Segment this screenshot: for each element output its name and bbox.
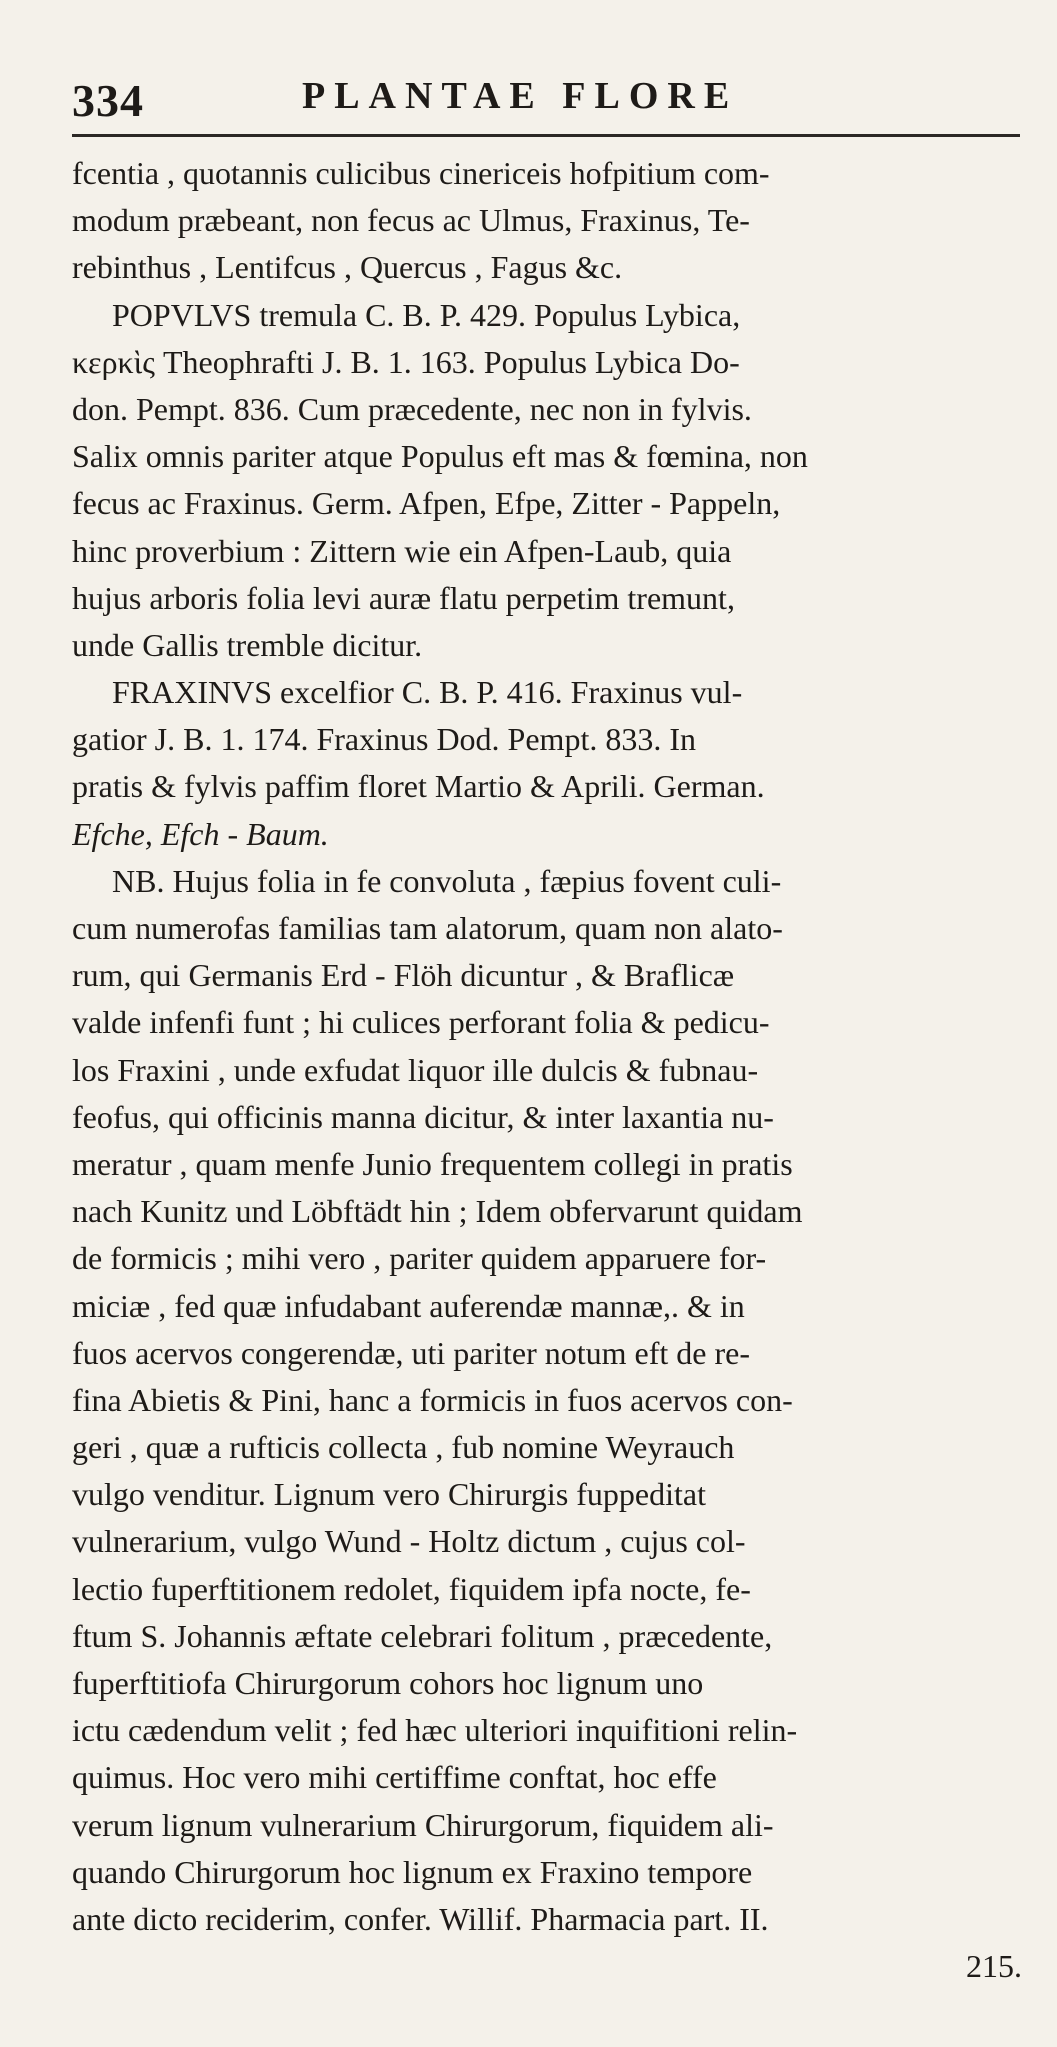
entry-fraxinus: FRAXINVS excelfior C. B. P. 416. Fraxinus vul-	[112, 674, 743, 711]
text-line: ictu cædendum velit ; fed hæc ulteriori inquifitioni relin-	[72, 1712, 798, 1749]
text-line: cum numerofas familias tam alatorum, quam non alato-	[72, 910, 783, 946]
page-number: 334	[72, 75, 144, 126]
page-header	[72, 66, 1022, 132]
text-line: fecus ac Fraxinus. Germ. Afpen, Efpe, Zitter - Pappeln,	[72, 485, 781, 522]
running-title: PLANTAE FLORE	[302, 75, 739, 117]
text-line: feofus, qui officinis manna dicitur, & inter laxantia nu-	[72, 1098, 774, 1135]
text-line: vulgo venditur. Lignum vero Chirurgis fuppeditat	[72, 1476, 706, 1513]
body-text	[72, 150, 1022, 1990]
text-line: fina Abietis & Pini, hanc a formicis in fuos acervos con-	[72, 1381, 793, 1418]
text-line: Efche, Efch - Baum.	[72, 815, 329, 852]
text-line: rum, qui Germanis Erd - Flöh dicuntur , & Braflicæ	[72, 957, 735, 994]
text-line: Salix omnis pariter atque Populus eft mas & fœmina, non	[72, 438, 808, 475]
entry-populus: POPVLVS tremula C. B. P. 429. Populus Lybica,	[112, 296, 741, 333]
text-line: meratur , quam menfe Junio frequentem collegi in pratis	[72, 1145, 793, 1182]
text-line: hujus arboris folia levi auræ flatu perpetim tremunt,	[72, 579, 735, 616]
text-line: gatior J. B. 1. 174. Fraxinus Dod. Pempt. 833. In	[72, 721, 696, 758]
text-line: ante dicto reciderim, confer. Willif. Pharmacia part. II.	[72, 1900, 769, 1937]
text-line: unde Gallis tremble dicitur.	[72, 626, 423, 663]
text-line: lectio fuperftitionem redolet, fiquidem ipfa nocte, fe-	[72, 1570, 751, 1607]
text-line: los Fraxini , unde exfudat liquor ille dulcis & fubnau-	[72, 1051, 759, 1088]
text-line: nach Kunitz und Löbftädt hin ; Idem obfervarunt quidam	[72, 1193, 803, 1230]
text-line: vulnerarium, vulgo Wund - Holtz dictum , cujus col-	[72, 1523, 746, 1560]
text-line: valde infenfi funt ; hi culices perforant folia & pedicu-	[72, 1004, 770, 1041]
text-line: fcentia , quotannis culicibus cinericeis hofpitium com-	[72, 155, 770, 191]
text-line: fuperftitiofa Chirurgorum cohors hoc lignum uno	[72, 1665, 704, 1701]
text-line: ftum S. Johannis æftate celebrari folitum , præcedente,	[72, 1617, 773, 1654]
text-line: modum præbeant, non fecus ac Ulmus, Fraxinus, Te-	[72, 202, 750, 239]
text-line: miciæ , fed quæ infudabant auferendæ mannæ,. & in	[72, 1287, 745, 1324]
text-line: quando Chirurgorum hoc lignum ex Fraxino tempore	[72, 1853, 753, 1890]
text-line: pratis & fylvis paffim floret Martio & Aprili. German.	[72, 768, 765, 805]
text-line: geri , quæ a rufticis collecta , fub nomine Weyrauch	[72, 1429, 735, 1466]
text-line: de formicis ; mihi vero , pariter quidem apparuere for-	[72, 1240, 767, 1277]
text-line: rebinthus , Lentifcus , Quercus , Fagus &c.	[72, 249, 623, 286]
text-line: fuos acervos congerendæ, uti pariter notum eft de re-	[72, 1334, 750, 1371]
text-line: quimus. Hoc vero mihi certiffime conftat, hoc effe	[72, 1759, 717, 1796]
catchword: 215.	[966, 1948, 1022, 1985]
text-line: don. Pempt. 836. Cum præcedente, nec non in fylvis.	[72, 390, 752, 427]
header-rule	[72, 134, 1020, 137]
text-line: hinc proverbium : Zittern wie ein Afpen-Laub, quia	[72, 532, 732, 569]
text-line: verum lignum vulnerarium Chirurgorum, fiquidem ali-	[72, 1806, 774, 1843]
text-line: κερκὶς Theophrafti J. B. 1. 163. Populus Lybica Do-	[72, 343, 740, 380]
note-nb: NB. Hujus folia in fe convoluta , fæpius fovent culi-	[112, 862, 782, 899]
